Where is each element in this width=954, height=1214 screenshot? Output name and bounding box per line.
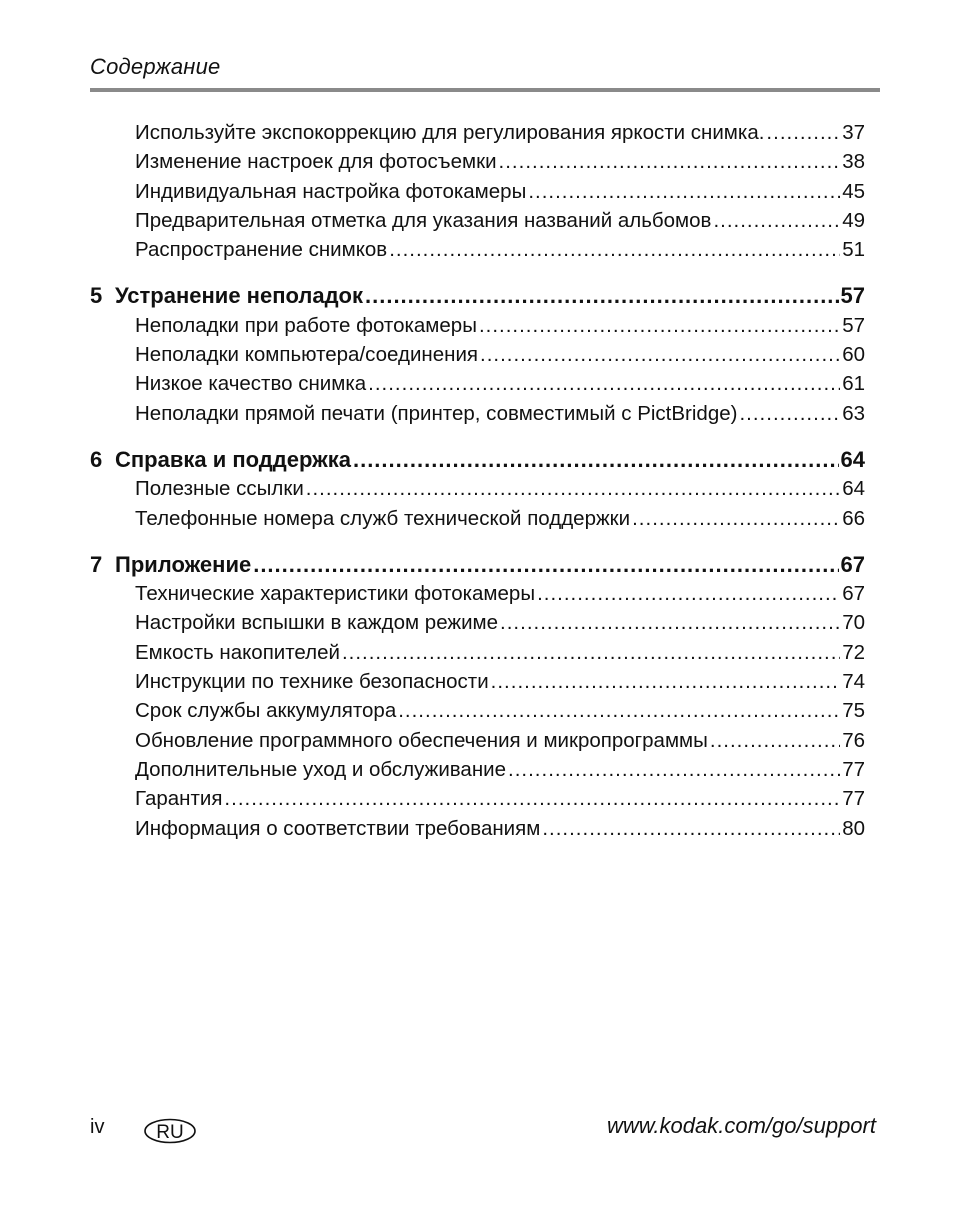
toc-entry-page: 74 — [842, 670, 865, 694]
toc-entry[interactable] — [90, 474, 865, 503]
toc-entry-page: 61 — [842, 372, 865, 396]
dot-leader — [389, 235, 840, 264]
toc-chapter-number: 7 — [90, 551, 103, 577]
toc-entry-label: Неполадки прямой печати (принтер, совместимый с PictBridge) — [135, 401, 738, 425]
toc-entry[interactable] — [90, 311, 865, 340]
dot-leader — [766, 118, 840, 147]
toc-entry-page: 66 — [842, 506, 865, 530]
toc-entry-label: Настройки вспышки в каждом режиме — [135, 611, 499, 635]
toc-entry-label: Изменение настроек для фотосъемки — [135, 150, 497, 174]
toc-entry-page: 37 — [842, 121, 865, 144]
toc-entry-label: Индивидуальная настройка фотокамеры — [135, 179, 527, 203]
dot-leader — [508, 755, 840, 784]
toc-entry-page: 63 — [842, 401, 865, 425]
dot-leader — [499, 147, 841, 176]
toc-entry-label: Обновление программного обеспечения и микропрограммы — [135, 728, 708, 752]
dot-leader — [491, 667, 841, 696]
dot-leader — [253, 550, 838, 579]
language-badge-label: RU — [156, 1122, 184, 1143]
toc-entry-label: Полезные ссылки — [135, 477, 304, 501]
dot-leader — [306, 474, 840, 503]
dot-leader — [542, 814, 840, 843]
toc-entry-page: 64 — [842, 477, 865, 501]
toc-entry[interactable] — [90, 814, 865, 843]
toc-entry-page: 77 — [842, 757, 865, 781]
toc-entry-label: Неполадки компьютера/соединения — [135, 343, 478, 367]
dot-leader — [537, 579, 840, 608]
toc-entry-label: Предварительная отметка для указания названий альбомов — [135, 208, 712, 232]
toc-chapter[interactable] — [90, 281, 865, 310]
toc-entry[interactable] — [90, 726, 865, 755]
toc-chapter-label — [90, 281, 363, 310]
dot-leader — [368, 369, 840, 398]
toc-entry-label: Дополнительные уход и обслуживание — [135, 757, 507, 781]
toc-entry[interactable] — [90, 755, 865, 784]
dot-leader — [632, 504, 840, 533]
toc-entry[interactable] — [90, 369, 865, 398]
dot-leader — [710, 726, 840, 755]
dot-leader — [398, 696, 840, 725]
toc-chapter-page: 64 — [840, 446, 865, 472]
toc-entry-page: 45 — [842, 179, 865, 203]
page-header-title: Содержание — [90, 54, 221, 79]
toc-entry[interactable] — [90, 784, 865, 813]
dot-leader — [480, 340, 840, 369]
toc-chapter-number: 6 — [90, 446, 103, 472]
dot-leader — [500, 608, 840, 637]
language-badge-icon — [144, 1118, 196, 1144]
toc-entry-page: 70 — [842, 611, 865, 635]
dot-leader — [739, 399, 840, 428]
dot-leader — [713, 206, 840, 235]
table-of-contents — [90, 118, 865, 843]
footer-page-number: iv — [90, 1116, 105, 1138]
toc-entry-page: 67 — [842, 582, 865, 606]
toc-chapter-label — [90, 445, 351, 474]
toc-entry[interactable] — [90, 340, 865, 369]
dot-leader — [528, 177, 840, 206]
toc-entry-label: Неполадки при работе фотокамеры — [135, 313, 477, 337]
toc-entry-page: 51 — [842, 238, 865, 262]
toc-entry-label: Технические характеристики фотокамеры — [135, 582, 536, 606]
toc-entry[interactable] — [90, 399, 865, 428]
toc-chapter-number: 5 — [90, 283, 103, 309]
toc-entry-page: 49 — [842, 208, 865, 232]
toc-entry-page: 77 — [842, 787, 865, 811]
toc-entry-page: 57 — [842, 313, 865, 337]
toc-entry-label: Информация о соответствии требованиям — [135, 816, 541, 840]
toc-entry[interactable] — [90, 608, 865, 637]
toc-chapter[interactable] — [90, 445, 865, 474]
toc-chapter-page: 57 — [840, 283, 865, 309]
toc-chapter-title: Устранение неполадок — [115, 283, 363, 309]
toc-entry[interactable] — [90, 696, 865, 725]
header-divider — [90, 88, 880, 92]
toc-entry-label: Инструкции по технике безопасности — [135, 670, 489, 694]
toc-entry[interactable] — [90, 579, 865, 608]
footer-url-link[interactable]: www.kodak.com/go/support — [606, 1113, 876, 1138]
toc-entry[interactable] — [90, 147, 865, 176]
toc-entry-label: Низкое качество снимка — [135, 372, 367, 396]
dot-leader — [479, 311, 840, 340]
toc-chapter[interactable] — [90, 550, 865, 579]
dot-leader — [224, 784, 840, 813]
toc-entry[interactable] — [90, 504, 865, 533]
toc-entry-label: Используйте экспокоррекцию для регулирования яркости снимка. — [135, 121, 765, 144]
toc-entry-label: Телефонные номера служб технической поддержки — [135, 506, 631, 530]
dot-leader — [365, 281, 839, 310]
toc-entry-page: 38 — [842, 150, 865, 174]
toc-entry[interactable] — [90, 667, 865, 696]
toc-entry-page: 75 — [842, 699, 865, 723]
toc-chapter-page: 67 — [840, 551, 865, 577]
toc-entry-label: Гарантия — [135, 787, 223, 811]
toc-entry[interactable] — [90, 118, 865, 147]
toc-entry-label: Емкость накопителей — [135, 640, 340, 664]
toc-entry-label: Распространение снимков — [135, 238, 388, 262]
toc-entry-page: 76 — [842, 728, 865, 752]
toc-entry-page: 72 — [842, 640, 865, 664]
page-header — [90, 54, 880, 80]
toc-chapter-title: Справка и поддержка — [115, 446, 351, 472]
dot-leader — [353, 445, 839, 474]
toc-entry-page: 80 — [842, 816, 865, 840]
toc-entry[interactable] — [90, 638, 865, 667]
toc-entry-page: 60 — [842, 343, 865, 367]
toc-entry[interactable] — [90, 206, 865, 235]
toc-entry[interactable] — [90, 177, 865, 206]
toc-entry[interactable] — [90, 235, 865, 264]
toc-chapter-title: Приложение — [115, 551, 252, 577]
dot-leader — [342, 638, 840, 667]
toc-entry-label: Срок службы аккумулятора — [135, 699, 397, 723]
toc-chapter-label — [90, 550, 251, 579]
